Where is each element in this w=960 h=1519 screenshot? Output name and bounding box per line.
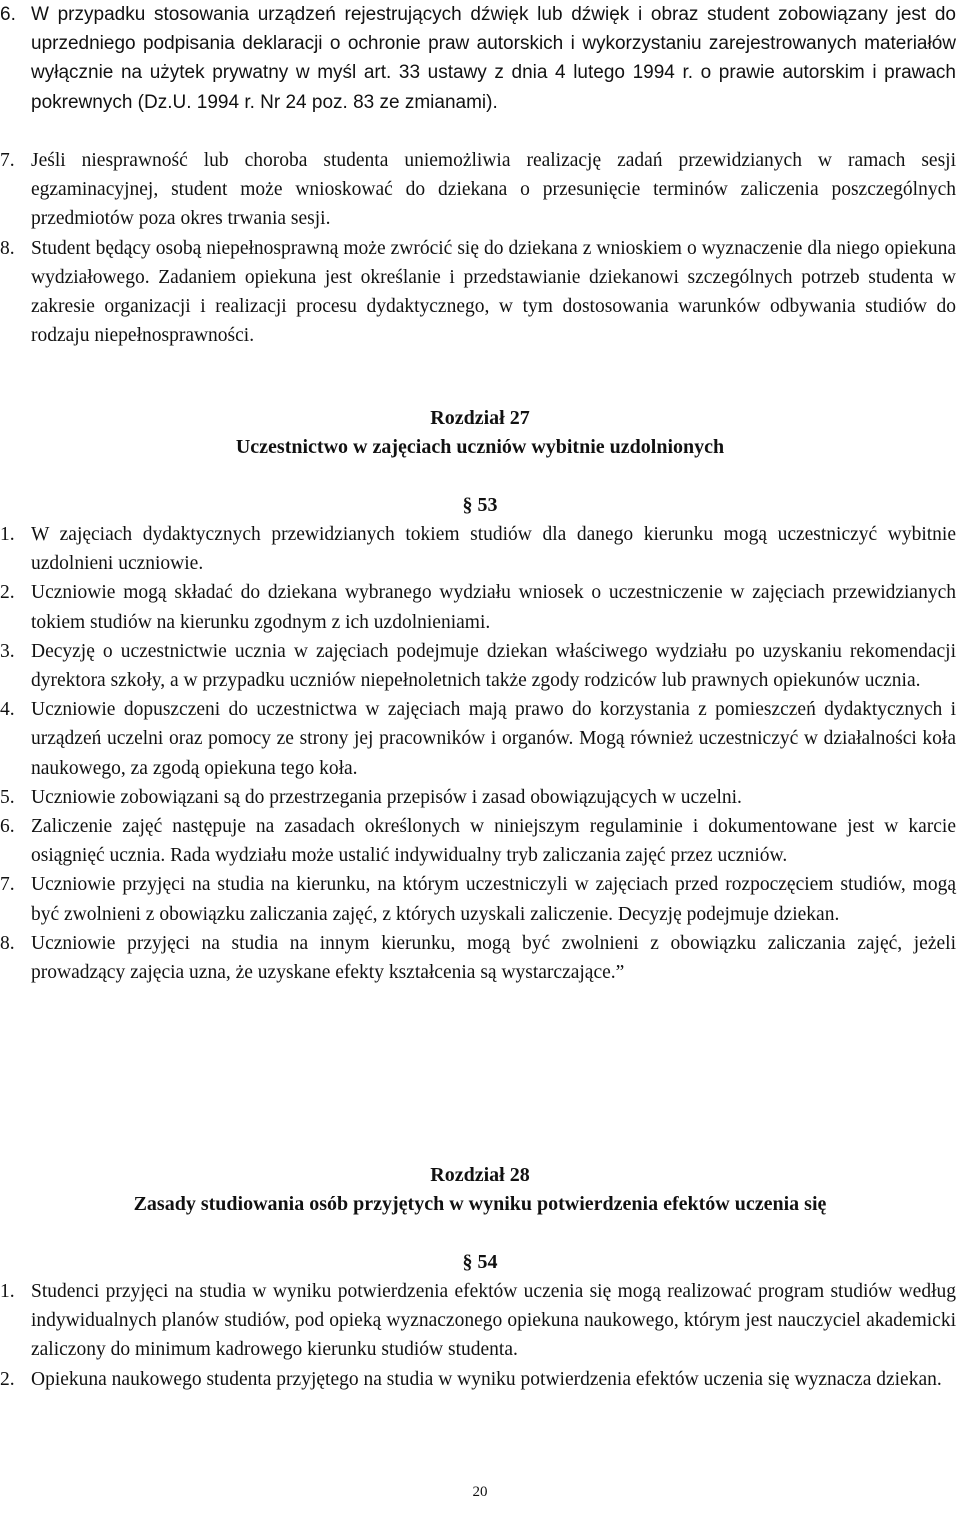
list-item bbox=[0, 637, 960, 695]
item-number: 4. bbox=[0, 699, 15, 721]
item-number: 1. bbox=[0, 524, 15, 545]
item-text: Uczniowie przyjęci na studia na kierunku, na którym uczestniczyli w zajęciach przed rozpoczęciem studiów, mogą być zwolnieni z obowiązku zaliczania zajęć, z których uzyskali zaliczenie. Decyzję podejmuje dziekan. bbox=[31, 874, 956, 925]
list-item bbox=[0, 783, 960, 812]
item-number: 7. bbox=[0, 874, 15, 896]
list-item bbox=[0, 870, 960, 928]
item-number: 6. bbox=[0, 816, 15, 838]
chapter-28-items bbox=[0, 1277, 960, 1394]
item-text: Uczniowie mogą składać do dziekana wybranego wydziału wniosek o uczestniczenie w zajęciach przewidzianych tokiem studiów na kierunku zgodnym z ich uzdolnieniami. bbox=[31, 582, 956, 633]
list-item bbox=[0, 1365, 960, 1394]
chapter-title: Rozdział 28 bbox=[430, 1164, 530, 1186]
chapter-27-heading bbox=[0, 404, 960, 462]
item-number: 1. bbox=[0, 1281, 15, 1302]
item-text: Student będący osobą niepełnosprawną może zwrócić się do dziekana z wnioskiem o wyznaczenie dla niego opiekuna wydziałowego. Zadaniem opiekuna jest określanie i przedstawianie dziekanowi szczególnych potrzeb studenta w zakresie organizacji i realizacji procesu dydaktycznego, w tym dostosowania warunków odbywania studiów do rodzaju niepełnosprawności. bbox=[31, 237, 956, 347]
list-item bbox=[0, 695, 960, 783]
item-text: Uczniowie przyjęci na studia na innym kierunku, mogą być zwolnieni z obowiązku zaliczania zajęć, jeżeli prowadzący zajęcia uzna, że uzyskane efekty kształcenia są wystarczające.” bbox=[31, 932, 956, 984]
chapter-subtitle: Uczestnictwo w zajęciach uczniów wybitnie uzdolnionych bbox=[235, 436, 725, 458]
list-item bbox=[0, 234, 960, 351]
page-number: 20 bbox=[472, 1484, 488, 1500]
list-item bbox=[0, 929, 960, 987]
item-text: Uczniowie dopuszczeni do uczestnictwa w zajęciach mają prawo do korzystania z pomieszczeń dydaktycznych i urządzeń uczelni oraz pomocy ze strony jej pracowników i organów. Mogą również uczestniczyć w działalności koła naukowego, za zgodą opiekuna tego koła. bbox=[31, 699, 956, 779]
chapter-27-items bbox=[0, 520, 960, 987]
item-text: W przypadku stosowania urządzeń rejestrujących dźwięk lub dźwięk i obraz student zobowiązany jest do uprzedniego podpisania deklaracji o ochronie praw autorskich i wykorzystaniu zarejestrowanych materiałów wyłącznie na użytek prywatny w myśl art. 33 ustawy z dnia 4 lutego 1994 r. o prawie autorskim i prawach pokrewnych (Dz.U. 1994 r. Nr 24 poz. 83 ze zmianami). bbox=[31, 4, 956, 113]
item-number: 6. bbox=[0, 4, 16, 25]
item-number: 8. bbox=[0, 237, 15, 259]
list-item bbox=[0, 1277, 960, 1365]
chapter-title: Rozdział 27 bbox=[430, 407, 530, 429]
item-text: Opiekuna naukowego studenta przyjętego na studia w wyniku potwierdzenia efektów uczenia się wyznacza dziekan. bbox=[31, 1368, 942, 1390]
paragraph-sign: § 53 bbox=[462, 494, 498, 516]
item-number: 7. bbox=[0, 150, 15, 171]
list-item bbox=[0, 578, 960, 636]
item-number: 5. bbox=[0, 786, 15, 808]
top-section bbox=[0, 0, 960, 117]
item-text: Jeśli niesprawność lub choroba studenta uniemożliwia realizację zadań przewidzianych w ramach sesji egzaminacyjnej, student może wnioskować do dziekana o przesunięcie terminów zaliczenia poszczególnych przedmiotów poza okres trwania sesji. bbox=[31, 150, 956, 230]
list-item bbox=[0, 520, 960, 578]
item-number: 8. bbox=[0, 932, 15, 954]
item-number: 2. bbox=[0, 582, 15, 604]
item-text: Decyzję o uczestnictwie ucznia w zajęciach podejmuje dziekan właściwego wydziału po uzyskaniu rekomendacji dyrektora szkoły, a w przypadku uczniów niepełnoletnich także zgody rodziców lub prawnych opiekunów ucznia. bbox=[31, 640, 956, 692]
top-section-serif bbox=[0, 146, 960, 350]
paragraph-sign: § 54 bbox=[462, 1251, 498, 1273]
item-number: 3. bbox=[0, 640, 15, 662]
list-item bbox=[0, 146, 960, 234]
list-item bbox=[0, 0, 960, 117]
item-text: W zajęciach dydaktycznych przewidzianych tokiem studiów dla danego kierunku mogą uczestniczyć wybitnie uzdolnieni uczniowie. bbox=[31, 524, 956, 575]
chapter-subtitle: Zasady studiowania osób przyjętych w wyniku potwierdzenia efektów uczenia się bbox=[133, 1193, 827, 1215]
chapter-28-heading bbox=[0, 1161, 960, 1219]
item-text: Zaliczenie zajęć następuje na zasadach określonych w niniejszym regulaminie i dokumentowane jest w karcie osiągnięć ucznia. Rada wydziału może ustalić indywidualny tryb zaliczania zajęć przez uczniów. bbox=[31, 816, 956, 867]
list-item bbox=[0, 812, 960, 870]
item-text: Uczniowie zobowiązani są do przestrzegania przepisów i zasad obowiązujących w uczelni. bbox=[31, 786, 742, 808]
item-text: Studenci przyjęci na studia w wyniku potwierdzenia efektów uczenia się mogą realizować program studiów według indywidualnych planów studiów, pod opieką wyznaczonego opiekuna naukowego, którym jest nauczyciel akademicki zaliczony do minimum kadrowego kierunku studiów studenta. bbox=[31, 1281, 956, 1361]
item-number: 2. bbox=[0, 1368, 15, 1390]
